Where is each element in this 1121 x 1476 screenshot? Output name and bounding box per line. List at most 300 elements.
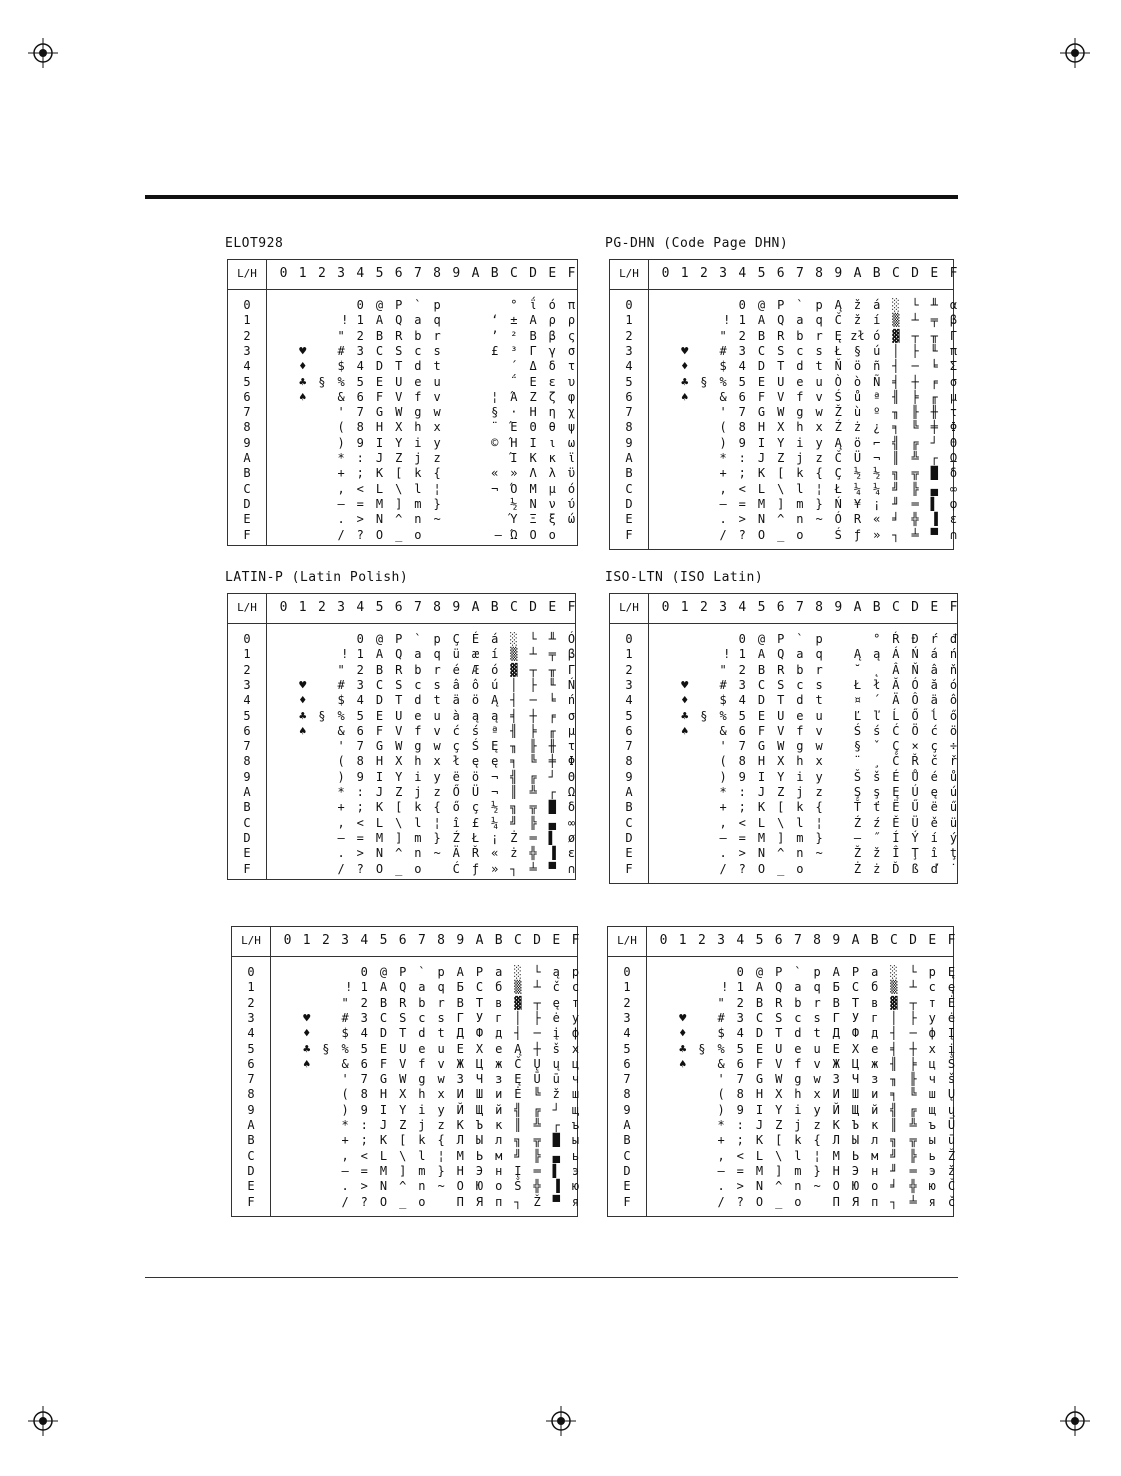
char-cell: Ł xyxy=(834,481,842,496)
char-cell: c xyxy=(796,677,804,692)
char-cell: β xyxy=(567,647,576,662)
char-cell: à xyxy=(452,708,460,723)
row-header: 2 xyxy=(243,662,251,677)
char-cell: ╣ xyxy=(514,1102,522,1117)
char-cell: ▄ xyxy=(552,1148,560,1163)
char-cell: Ĺ xyxy=(892,708,900,723)
char-cell: ř xyxy=(949,754,958,769)
char-cell: Е xyxy=(832,1041,840,1056)
char-cell: Z xyxy=(777,785,785,799)
char-cell: ½ xyxy=(873,466,881,481)
char-cell: Б xyxy=(832,980,840,995)
char-cell: ū xyxy=(947,1133,956,1148)
char-cell: g xyxy=(796,739,804,754)
char-cell: $ xyxy=(341,1026,349,1041)
char-cell: Ý xyxy=(911,830,919,845)
char-cell: S xyxy=(395,343,403,358)
char-cell: щ xyxy=(571,1102,580,1117)
char-cell: § xyxy=(318,708,326,723)
char-cell: ! xyxy=(333,647,349,662)
char-cell: ─ xyxy=(529,693,537,708)
char-cell: s xyxy=(433,677,441,692)
char-cell: b xyxy=(796,662,804,677)
char-cell: I xyxy=(757,435,766,450)
char-cell: @ xyxy=(757,632,766,646)
char-cell: ┤ xyxy=(890,1026,898,1041)
char-cell: a xyxy=(418,980,426,995)
char-cell: Ü xyxy=(471,785,480,799)
row-header: A xyxy=(625,785,633,799)
char-cell: ╛ xyxy=(890,1179,898,1194)
char-cell: U xyxy=(395,708,403,723)
char-cell: ñ xyxy=(873,359,881,374)
char-cell: 6 xyxy=(738,389,746,404)
char-cell: ♦ xyxy=(681,359,689,374)
char-cell: « xyxy=(873,512,881,527)
char-cell: i xyxy=(414,769,422,784)
char-cell: Я xyxy=(851,1194,860,1209)
char-cell: F xyxy=(379,1056,388,1071)
char-cell: ▓ xyxy=(514,995,522,1010)
char-cell: к xyxy=(495,1118,503,1132)
char-cell: ♠ xyxy=(299,723,307,738)
row-header: D xyxy=(243,830,251,845)
char-cell: ł xyxy=(873,677,881,692)
char-cell: Φ xyxy=(949,420,958,435)
char-cell: щ xyxy=(928,1102,936,1117)
char-cell: ▌ xyxy=(930,496,938,511)
char-cell: Đ xyxy=(911,632,919,646)
char-cell: = xyxy=(360,1163,368,1178)
column-header: 8 xyxy=(437,933,445,948)
char-cell: б xyxy=(495,980,503,995)
column-header: 7 xyxy=(795,600,804,615)
char-cell: ς xyxy=(567,328,576,343)
char-cell: # xyxy=(341,1010,349,1025)
row-header: E xyxy=(247,1179,255,1194)
char-cell: < xyxy=(356,481,364,496)
char-cell: & xyxy=(341,1056,349,1071)
char-cell: z xyxy=(437,1118,445,1132)
char-cell: y xyxy=(433,435,441,450)
column-header: 5 xyxy=(757,266,766,281)
char-cell: — xyxy=(487,527,502,542)
char-cell: Ц xyxy=(851,1056,860,1071)
char-cell: ? xyxy=(356,527,364,542)
char-cell: , xyxy=(719,815,727,830)
char-cell: _ xyxy=(395,527,403,542)
char-cell: 4 xyxy=(360,1026,368,1041)
char-cell: ╚ xyxy=(911,420,919,435)
char-cell: Ų xyxy=(533,1056,541,1071)
char-cell: ▌ xyxy=(548,830,556,845)
char-cell: a xyxy=(796,647,804,662)
char-cell: ╪ xyxy=(548,754,556,769)
row-header: F xyxy=(243,861,251,876)
char-cell: § xyxy=(700,708,708,723)
char-cell: K xyxy=(757,800,766,815)
char-cell: é xyxy=(930,769,938,784)
char-cell: ├ xyxy=(911,343,919,358)
char-cell: к xyxy=(871,1118,879,1132)
column-header: 9 xyxy=(834,600,843,615)
column-header: 9 xyxy=(452,266,461,281)
char-cell: Ž xyxy=(533,1194,541,1209)
row-header: 6 xyxy=(625,723,633,738)
row-header: 9 xyxy=(243,769,251,784)
char-cell: ű xyxy=(949,800,958,815)
char-cell: z xyxy=(815,451,823,465)
char-cell: = xyxy=(738,496,746,511)
char-cell: y xyxy=(437,1102,445,1117)
column-header: F xyxy=(949,600,958,615)
column-header: 6 xyxy=(398,933,407,948)
char-cell: ╞ xyxy=(529,723,537,738)
char-cell: ─ xyxy=(909,1026,917,1041)
char-cell: D xyxy=(757,693,766,708)
char-cell: t xyxy=(433,359,441,374)
char-cell: ^ xyxy=(399,1179,407,1194)
char-cell: H xyxy=(375,420,384,435)
char-cell: Y xyxy=(399,1102,407,1117)
char-cell: â xyxy=(452,677,460,692)
char-cell: Ę xyxy=(834,328,842,343)
char-cell: ś xyxy=(471,723,480,738)
char-cell: U xyxy=(777,374,785,389)
char-cell: δ xyxy=(567,800,576,815)
char-cell: 8 xyxy=(738,754,746,769)
char-cell: q xyxy=(815,313,823,328)
char-cell: : xyxy=(356,785,364,799)
char-cell: Η xyxy=(529,405,537,420)
char-cell: ¼ xyxy=(873,481,881,496)
char-cell: R xyxy=(853,512,862,527)
char-cell: ¬ xyxy=(873,451,881,465)
char-cell: O xyxy=(757,527,766,542)
char-cell: ├ xyxy=(909,1010,917,1025)
char-cell: ( xyxy=(341,1087,349,1102)
char-cell: ▀ xyxy=(930,527,938,542)
char-cell: Ą xyxy=(491,693,499,708)
char-cell: W xyxy=(777,739,785,754)
column-header: 0 xyxy=(279,266,288,281)
char-cell: ∞ xyxy=(567,815,576,830)
char-cell: ΄ xyxy=(510,359,518,374)
char-cell: î xyxy=(930,846,938,861)
char-cell: l xyxy=(794,1148,802,1163)
char-cell: ň xyxy=(949,662,958,677)
char-cell: Ś xyxy=(834,527,842,542)
char-cell: D xyxy=(379,1026,388,1041)
char-cell: N xyxy=(379,1179,388,1194)
char-cell: ~ xyxy=(437,1179,445,1194)
char-cell: > xyxy=(736,1179,744,1194)
char-cell: Ε xyxy=(529,374,537,389)
char-cell: Ţ xyxy=(911,846,919,861)
char-cell: \ xyxy=(775,1148,783,1163)
char-cell: ╢ xyxy=(510,723,518,738)
char-cell: Ř xyxy=(471,846,480,861)
char-cell: ÷ xyxy=(949,739,958,754)
char-cell: ♦ xyxy=(299,359,307,374)
char-cell: w xyxy=(433,739,441,754)
char-cell: ó xyxy=(949,677,958,692)
char-cell: ▐ xyxy=(548,846,556,861)
char-cell: ? xyxy=(356,861,364,876)
char-cell: ┴ xyxy=(909,980,917,995)
char-cell: O xyxy=(375,861,384,876)
char-cell: 0 xyxy=(738,298,746,312)
char-cell: ш xyxy=(928,1087,936,1102)
char-cell: d xyxy=(796,359,804,374)
char-cell: ? xyxy=(738,861,746,876)
char-cell: ┐ xyxy=(892,527,900,542)
char-cell: y xyxy=(433,769,441,784)
row-header: 4 xyxy=(623,1026,631,1041)
char-cell: o xyxy=(418,1194,426,1209)
char-cell: ) xyxy=(719,435,727,450)
char-cell: ╞ xyxy=(911,389,919,404)
char-cell: в xyxy=(495,995,503,1010)
char-cell: H xyxy=(375,754,384,769)
char-cell: ♠ xyxy=(303,1056,311,1071)
char-cell: ύ xyxy=(567,496,576,511)
char-cell: ─ xyxy=(911,359,919,374)
char-cell: s xyxy=(815,343,823,358)
char-cell: ) xyxy=(341,1102,349,1117)
column-header: 7 xyxy=(795,266,804,281)
char-cell: p xyxy=(433,632,441,646)
char-cell: l xyxy=(796,481,804,496)
char-cell: k xyxy=(418,1133,426,1148)
char-cell: M xyxy=(379,1163,388,1178)
char-cell: Æ xyxy=(471,662,480,677)
char-cell: a xyxy=(796,313,804,328)
char-cell: $ xyxy=(719,359,727,374)
char-cell: █ xyxy=(548,800,556,815)
char-cell: ϋ xyxy=(567,466,576,481)
char-cell: » xyxy=(491,861,499,876)
char-cell: ┌ xyxy=(548,785,556,799)
char-cell: s xyxy=(813,1010,821,1025)
char-cell: ░ xyxy=(514,965,522,979)
char-cell: A xyxy=(757,647,766,662)
char-cell: ω xyxy=(567,435,576,450)
char-cell: Ū xyxy=(533,1072,541,1087)
char-cell: с xyxy=(571,980,580,995)
char-cell: 1 xyxy=(738,647,746,662)
char-cell: Q xyxy=(399,980,407,995)
char-cell: č xyxy=(552,980,560,995)
char-cell: u xyxy=(437,1041,445,1056)
char-cell: п xyxy=(495,1194,503,1209)
char-cell: – xyxy=(719,496,727,511)
char-cell: ╩ xyxy=(529,785,537,799)
char-cell: < xyxy=(360,1148,368,1163)
char-cell: ' xyxy=(337,739,345,754)
code-table-iso-ltn xyxy=(609,593,958,884)
char-cell: + xyxy=(337,466,345,481)
char-cell: G xyxy=(375,405,384,420)
char-cell: ) xyxy=(337,769,345,784)
char-cell: э xyxy=(571,1163,580,1178)
row-header: 8 xyxy=(243,420,251,435)
char-cell: Ά xyxy=(510,389,518,404)
char-cell: ф xyxy=(928,1026,936,1041)
char-cell: [ xyxy=(777,466,785,481)
column-header: 1 xyxy=(298,266,307,281)
table-title-iso-ltn: ISO-LTN (ISO Latin) xyxy=(605,570,764,585)
char-cell: ┼ xyxy=(529,708,537,723)
column-header: 4 xyxy=(360,933,369,948)
column-header: A xyxy=(853,266,862,281)
char-cell: Ú xyxy=(911,785,919,799)
char-cell: y xyxy=(815,435,823,450)
char-cell: Á xyxy=(892,647,900,662)
char-cell: I xyxy=(757,769,766,784)
char-cell: á xyxy=(491,632,499,646)
char-cell: e xyxy=(414,708,422,723)
column-header: F xyxy=(567,266,576,281)
char-cell: " xyxy=(341,995,349,1010)
char-cell: Ο xyxy=(529,527,537,542)
char-cell: 5 xyxy=(356,708,364,723)
char-cell: ä xyxy=(930,693,938,708)
char-cell: 9 xyxy=(356,435,364,450)
code-table-pg-dhn xyxy=(609,259,958,550)
char-cell: ┐ xyxy=(514,1194,522,1209)
char-cell: < xyxy=(738,481,746,496)
char-cell: Ő xyxy=(911,708,919,723)
char-cell: ´ xyxy=(873,693,881,708)
char-cell: ± xyxy=(510,313,518,328)
char-cell: ╩ xyxy=(911,451,919,465)
char-cell: L xyxy=(755,1148,764,1163)
char-cell: ♣ xyxy=(681,374,689,389)
char-cell: á xyxy=(930,647,938,662)
row-header: 0 xyxy=(623,965,631,979)
char-cell: я xyxy=(571,1194,580,1209)
char-cell: f xyxy=(796,389,804,404)
char-cell: ┤ xyxy=(510,693,518,708)
char-cell: ж xyxy=(871,1056,879,1071)
column-header: C xyxy=(509,600,518,615)
char-cell: ο xyxy=(548,527,556,542)
char-cell: 3 xyxy=(738,343,746,358)
char-cell: Ь xyxy=(475,1148,484,1163)
char-cell: ♥ xyxy=(681,343,689,358)
char-cell: Ç xyxy=(834,466,842,481)
char-cell: c xyxy=(796,343,804,358)
char-cell: , xyxy=(341,1148,349,1163)
row-header: 0 xyxy=(625,632,633,646)
char-cell: ˝ xyxy=(873,830,881,845)
char-cell: Ž xyxy=(834,405,842,420)
column-header: B xyxy=(872,266,881,281)
char-cell: µ xyxy=(949,389,958,404)
char-cell: Ă xyxy=(892,677,900,692)
char-cell: М xyxy=(832,1148,840,1163)
char-cell: V xyxy=(777,723,785,738)
char-cell: ╢ xyxy=(890,1056,898,1071)
char-cell: Θ xyxy=(949,435,958,450)
char-cell: Ł xyxy=(853,677,862,692)
row-header: B xyxy=(243,800,251,815)
char-cell: ║ xyxy=(890,1118,898,1132)
char-cell: p xyxy=(437,965,445,979)
char-cell: ζ xyxy=(548,389,556,404)
char-cell: I xyxy=(379,1102,388,1117)
column-header: 8 xyxy=(815,266,823,281)
char-cell: Ě xyxy=(892,815,900,830)
char-cell: Й xyxy=(832,1102,840,1117)
char-cell: ƒ xyxy=(853,527,862,542)
char-cell: Z xyxy=(775,1118,783,1132)
char-cell: ł xyxy=(452,754,460,769)
char-cell: q xyxy=(433,313,441,328)
char-cell: T xyxy=(395,359,403,374)
row-header: F xyxy=(623,1194,631,1209)
char-cell: σ xyxy=(949,374,958,389)
char-cell: m xyxy=(796,496,804,511)
char-cell: ° xyxy=(873,632,881,646)
char-cell: ╙ xyxy=(548,677,556,692)
char-cell: ╙ xyxy=(930,343,938,358)
column-header: 5 xyxy=(757,600,766,615)
char-cell: v xyxy=(813,1056,821,1071)
char-cell: Ю xyxy=(475,1179,484,1194)
char-cell: ½ xyxy=(491,800,499,815)
row-header: 5 xyxy=(247,1041,255,1056)
char-cell: Z xyxy=(395,785,403,799)
char-cell: / xyxy=(337,861,345,876)
char-cell: ! xyxy=(337,980,353,995)
char-cell: @ xyxy=(375,632,384,646)
char-cell: L xyxy=(379,1148,388,1163)
char-cell: Щ xyxy=(851,1102,860,1117)
char-cell: ρ xyxy=(548,313,556,328)
row-header: C xyxy=(243,481,251,496)
char-cell: ╚ xyxy=(533,1087,541,1102)
char-cell: τ xyxy=(949,405,958,420)
column-header: 8 xyxy=(433,266,441,281)
char-cell: µ xyxy=(567,723,576,738)
char-cell: I xyxy=(375,435,384,450)
char-cell: > xyxy=(356,512,364,527)
column-header: 5 xyxy=(375,600,384,615)
char-cell: i xyxy=(794,1102,802,1117)
char-cell: ж xyxy=(495,1056,503,1071)
char-cell: С xyxy=(851,980,860,995)
row-header: 4 xyxy=(625,359,633,374)
char-cell: ď xyxy=(930,861,938,876)
char-cell: Х xyxy=(851,1041,860,1056)
char-cell: ~ xyxy=(813,1179,821,1194)
char-cell: – xyxy=(341,1163,349,1178)
char-cell: g xyxy=(414,405,422,420)
char-cell: Ń xyxy=(834,496,842,511)
column-header: D xyxy=(529,600,537,615)
char-cell: ¡ xyxy=(873,496,881,511)
char-cell: R xyxy=(395,328,403,343)
char-cell: ╥ xyxy=(548,662,556,677)
char-cell: * xyxy=(719,451,727,465)
char-cell: ž xyxy=(552,1087,560,1102)
char-cell: ; xyxy=(356,800,364,815)
row-header: 2 xyxy=(247,995,255,1010)
char-cell: Α xyxy=(529,313,537,328)
char-cell: 9 xyxy=(360,1102,368,1117)
